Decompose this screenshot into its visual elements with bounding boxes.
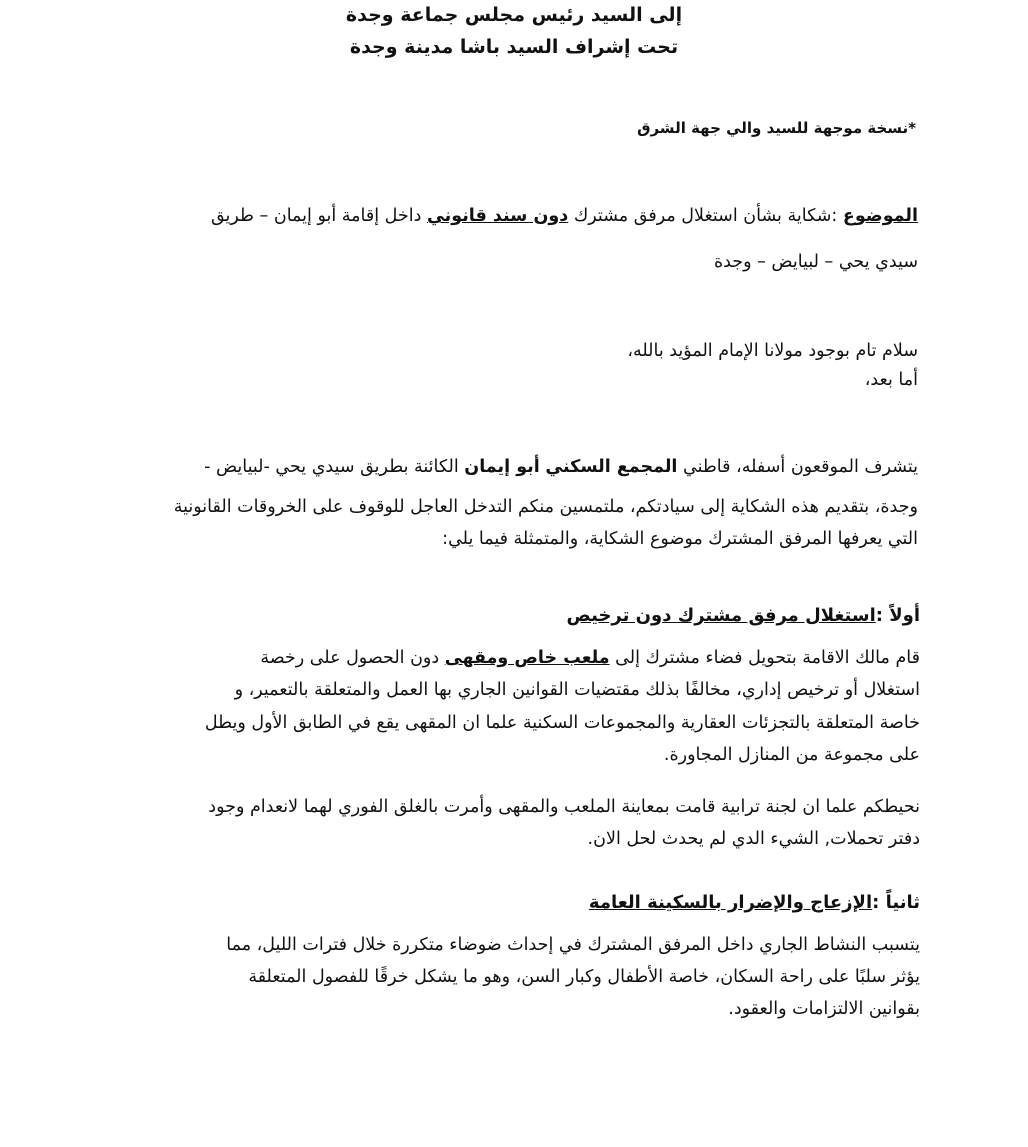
addressee-line: إلى السيد رئيس مجلس جماعة وجدة [345,4,683,26]
subject-line-2: سيدي يحي – لبيايض – وجدة [713,252,918,272]
section-1-p2-line-2: دفتر تحملات, الشيء الدي لم يحدث لحل الان. [587,829,920,849]
s1-emphasis: ملعب خاص ومقهى [444,648,610,668]
subject-label: الموضوع [842,206,918,226]
subject-text-b: داخل إقامة أبو إيمان – طريق [210,206,427,226]
section-1-ordinal: أولاً : [875,605,920,626]
intro-residence-name: أبو إيمان [464,457,540,477]
section-1-p1-line-2: استغلال أو ترخيص إداري، مخالفًا بذلك مقتضيات القوانين الجاري بها العمل والمتعلقة بالتعمير، و [234,680,920,700]
section-2-title-text: الإزعاج والإضرار بالسكينة العامة [588,892,873,913]
s1-text-a: قام مالك الاقامة بتحويل فضاء مشترك إلى [609,648,920,668]
intro-line-1 [204,457,918,477]
subject-line [211,206,918,226]
intro-complex-name: المجمع السكني [545,457,678,477]
greeting-line-2: أما بعد، [864,370,918,390]
section-1-p1-line-3: خاصة المتعلقة بالتجزئات العقارية والمجموعات السكنية علما ان المقهى يقع في الطابق الأول ويطل [204,713,920,733]
section-2-ordinal: ثانياً : [872,892,920,913]
intro-line-3: التي يعرفها المرفق المشترك موضوع الشكاية، والمتمثلة فيما يلي: [442,529,918,549]
section-1-title-text: استغلال مرفق مشترك دون ترخيص [566,605,876,626]
subject-emphasis: دون سند قانوني [426,206,569,226]
s1-text-c: دون الحصول على رخصة [260,648,445,668]
subject-text-a: شكاية بشأن استغلال مرفق مشترك [568,206,832,226]
section-2-title [589,892,920,913]
subject-colon: : [831,206,843,226]
intro-line-2: وجدة، بتقديم هذه الشكاية إلى سيادتكم، ملتمسين منكم التدخل العاجل للوقوف على الخروقات القانونية [173,497,918,517]
section-1-p1-line-4: على مجموعة من المنازل المجاورة. [663,745,920,765]
section-2-p1-line-3: بقوانين الالتزامات والعقود. [728,999,920,1019]
greeting-line: سلام تام بوجود مولانا الإمام المؤيد بالله، [627,341,918,361]
copy-note: *نسخة موجهة للسيد والي جهة الشرق [637,119,916,137]
intro-text-a: يتشرف الموقعون أسفله، قاطني [677,457,918,477]
intro-text-e: الكائنة بطريق سيدي يحي -لبيايض - [204,457,465,477]
section-1-p2-line-1: نحيطكم علما ان لجنة ترابية قامت بمعاينة الملعب والمقهى وأمرت بالغلق الفوري لهما لانعدام وجود [208,797,920,817]
supervision-line: تحت إشراف السيد باشا مدينة وجدة [349,36,679,58]
section-1-p1-line-1 [260,648,920,668]
section-2-p1-line-1: يتسبب النشاط الجاري داخل المرفق المشترك في إحداث ضوضاء متكررة خلال فترات الليل، مما [226,935,920,955]
section-2-p1-line-2: يؤثر سلبًا على راحة السكان، خاصة الأطفال وكبار السن، وهو ما يشكل خرقًا للفصول المتعلقة [248,967,920,987]
section-1-title [567,605,920,626]
